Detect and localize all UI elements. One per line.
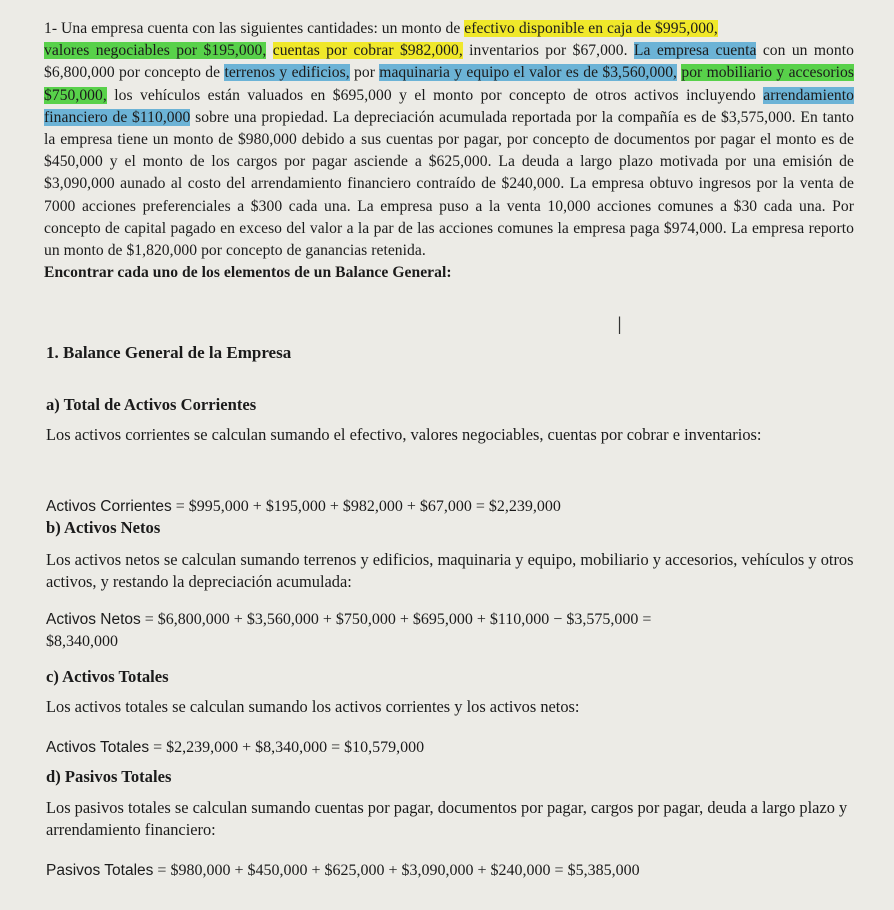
solution-title: 1. Balance General de la Empresa xyxy=(46,343,292,362)
formula-expression: = $6,800,000 + $3,560,000 + $750,000 + $695,000 + $110,000 − $3,575,000 = xyxy=(140,611,652,628)
formula-label: Activos Totales xyxy=(46,739,150,756)
problem-paragraph xyxy=(44,18,854,262)
formula-label: Activos Corrientes xyxy=(46,498,172,515)
section-c-formula xyxy=(46,737,856,759)
highlight-empresa: La empresa cuenta xyxy=(633,42,757,60)
formula-expression: = $995,000 + $195,000 + $982,000 + $67,000 = $2,239,000 xyxy=(171,498,561,515)
section-d-text: Los pasivos totales se calculan sumando cuentas por pagar, documentos por pagar, cargos por pagar, deuda a largo plazo y arrendamiento financiero: xyxy=(46,798,848,839)
section-b-formula xyxy=(46,609,856,653)
problem-text: los vehículos están valuados en $695,000 y el monto por concepto de otros activos incluyendo xyxy=(106,86,764,104)
problem-text: 1- Una empresa cuenta con las siguientes cantidades: un monto de xyxy=(44,20,465,37)
section-b-text: Los activos netos se calculan sumando terrenos y edificios, maquinaria y equipo, mobiliario y accesorios, vehículos y otros activos, y restando la depreciación acumulada: xyxy=(46,550,854,591)
problem-text: inventarios por $67,000. xyxy=(462,42,634,60)
problem-text: por xyxy=(349,64,380,82)
section-c-title: c) Activos Totales xyxy=(46,667,169,686)
formula-expression: = $2,239,000 + $8,340,000 = $10,579,000 xyxy=(149,739,425,756)
problem-text: con un monto $6,800,000 por concepto de xyxy=(44,42,854,82)
problem-statement xyxy=(44,18,854,284)
section-d-formula xyxy=(46,860,856,882)
highlight-terrenos: terrenos y edificios, xyxy=(224,64,350,82)
formula-label: Pasivos Totales xyxy=(46,862,154,879)
section-b-title: b) Activos Netos xyxy=(46,518,161,537)
highlight-efectivo: efectivo disponible en caja de $995,000, xyxy=(464,20,718,37)
problem-text: sobre una propiedad. La depreciación acumulada reportada por la compañía es de $3,575,000. En tanto la empresa tiene un monto de $980,000 debido a sus cuentas por pagar, por concepto de documentos por pagar el monto es de $450,000 y el monto de los cargos por pagar asciende a $625,000. La deuda a largo plazo motivada por una emisión de $3,090,000 aunado al costo del arrendamiento financiero contraído de $240,000. La empresa obtuvo ingresos por la venta de 7000 acciones preferenciales a $300 cada una. La empresa puso a la venta 10,000 acciones comunes a $30 cada una. Por concepto de capital pagado en exceso del valor a la par de las acciones comunes la empresa paga $974,000. La empresa reporto un monto de $1,820,000 por concepto de ganancias retenida. xyxy=(44,108,854,260)
highlight-mobiliario: por mobiliario y accesorios $750,000, xyxy=(44,64,855,104)
section-c-text: Los activos totales se calculan sumando los activos corrientes y los activos netos: xyxy=(46,697,580,716)
text-cursor-icon: I xyxy=(616,312,624,340)
problem-question: Encontrar cada uno de los elementos de un Balance General: xyxy=(44,264,452,282)
highlight-maquinaria: maquinaria y equipo el valor es de $3,560,000, xyxy=(379,64,677,82)
highlight-arrendamiento: arrendamiento financiero de $110,000 xyxy=(44,86,854,126)
section-d-title: d) Pasivos Totales xyxy=(46,767,172,786)
section-a-text: Los activos corrientes se calculan sumando el efectivo, valores negociables, cuentas por cobrar e inventarios: xyxy=(46,425,762,444)
formula-label: Activos Netos xyxy=(46,611,141,628)
section-a-formula xyxy=(46,496,856,518)
highlight-cuentas: cuentas por cobrar $982,000, xyxy=(272,42,463,60)
section-a-title: a) Total de Activos Corrientes xyxy=(46,395,257,414)
formula-expression: = $980,000 + $450,000 + $625,000 + $3,090,000 + $240,000 = $5,385,000 xyxy=(153,862,640,879)
formula-result: $8,340,000 xyxy=(46,633,118,650)
problem-text xyxy=(266,42,272,59)
highlight-valores: valores negociables por $195,000, xyxy=(44,42,267,60)
